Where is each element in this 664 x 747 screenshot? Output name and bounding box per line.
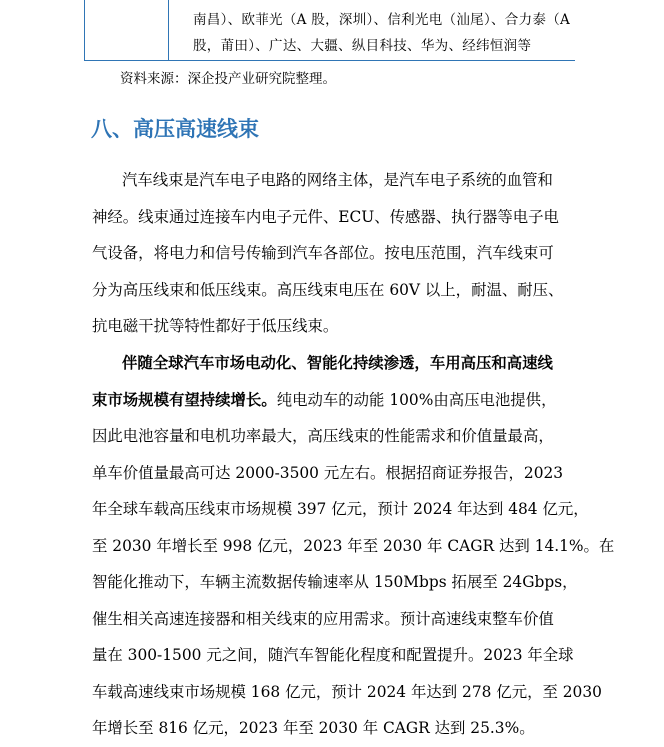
paragraph-line xyxy=(92,382,574,419)
paragraph-line: 气设备，将电力和信号传输到汽车各部位。按电压范围，汽车线束可 xyxy=(92,244,554,262)
paragraph-wire-harness-intro xyxy=(92,162,574,345)
paragraph-bold-line: 伴随全球汽车市场电动化、智能化持续渗透，车用高压和高速线 xyxy=(122,354,553,372)
table-fragment xyxy=(84,0,575,61)
paragraph-line: 汽车线束是汽车电子电路的网络主体，是汽车电子系统的血管和 xyxy=(122,171,553,189)
table-column-divider xyxy=(168,0,169,60)
section-title: 八、高压高速线束 xyxy=(91,117,259,141)
table-cell-line: 股，莆田）、广达、大疆、纵目科技、华为、经纬恒润等 xyxy=(193,38,532,54)
paragraph-line: 催生相关高速连接器和相关线束的应用需求。预计高速线束整车价值 xyxy=(92,609,554,628)
paragraph-line: 年全球车载高压线束市场规模 397 亿元，预计 2024 年达到 484 亿元， xyxy=(92,500,589,518)
table-cell-line: 南昌）、欧菲光（A 股，深圳）、信利光电（汕尾）、合力泰（A xyxy=(193,12,571,28)
paragraph-line: 车载高速线束市场规模 168 亿元，预计 2024 年达到 278 亿元，至 2030 xyxy=(92,682,602,701)
paragraph-line: 分为高压线束和低压线束。高压线束电压在 60V 以上，耐温、耐压、 xyxy=(92,280,564,299)
paragraph-line: 因此电池容量和电机功率最大，高压线束的性能需求和价值量最高， xyxy=(92,427,554,445)
paragraph-line: 单车价值量最高可达 2000-3500 元左右。根据招商证券报告，2023 xyxy=(92,463,564,482)
paragraph-line: 智能化推动下，车辆主流数据传输速率从 150Mbps 拓展至 24Gbps， xyxy=(92,573,578,591)
table-cell-company-list xyxy=(193,7,571,59)
paragraph-line: 至 2030 年增长至 998 亿元，2023 年至 2030 年 CAGR 达到 14.1%。在 xyxy=(92,536,615,555)
paragraph-market-outlook xyxy=(92,345,615,747)
paragraph-line: 神经。线束通过连接车内电子元件、ECU、传感器、执行器等电子电 xyxy=(92,207,559,226)
paragraph-line: 抗电磁干扰等特性都好于低压线束。 xyxy=(92,317,339,335)
source-note: 资料来源：深企投产业研究院整理。 xyxy=(120,71,336,87)
paragraph-bold-lead: 束市场规模有望持续增长。 xyxy=(92,390,277,409)
paragraph-line: 年增长至 816 亿元，2023 年至 2030 年 CAGR 达到 25.3%。 xyxy=(92,719,535,737)
paragraph-line: 量在 300-1500 元之间，随汽车智能化程度和配置提升。2023 年全球 xyxy=(92,646,574,664)
paragraph-line-rest: 纯电动车的动能 100%由高压电池提供， xyxy=(276,390,557,409)
